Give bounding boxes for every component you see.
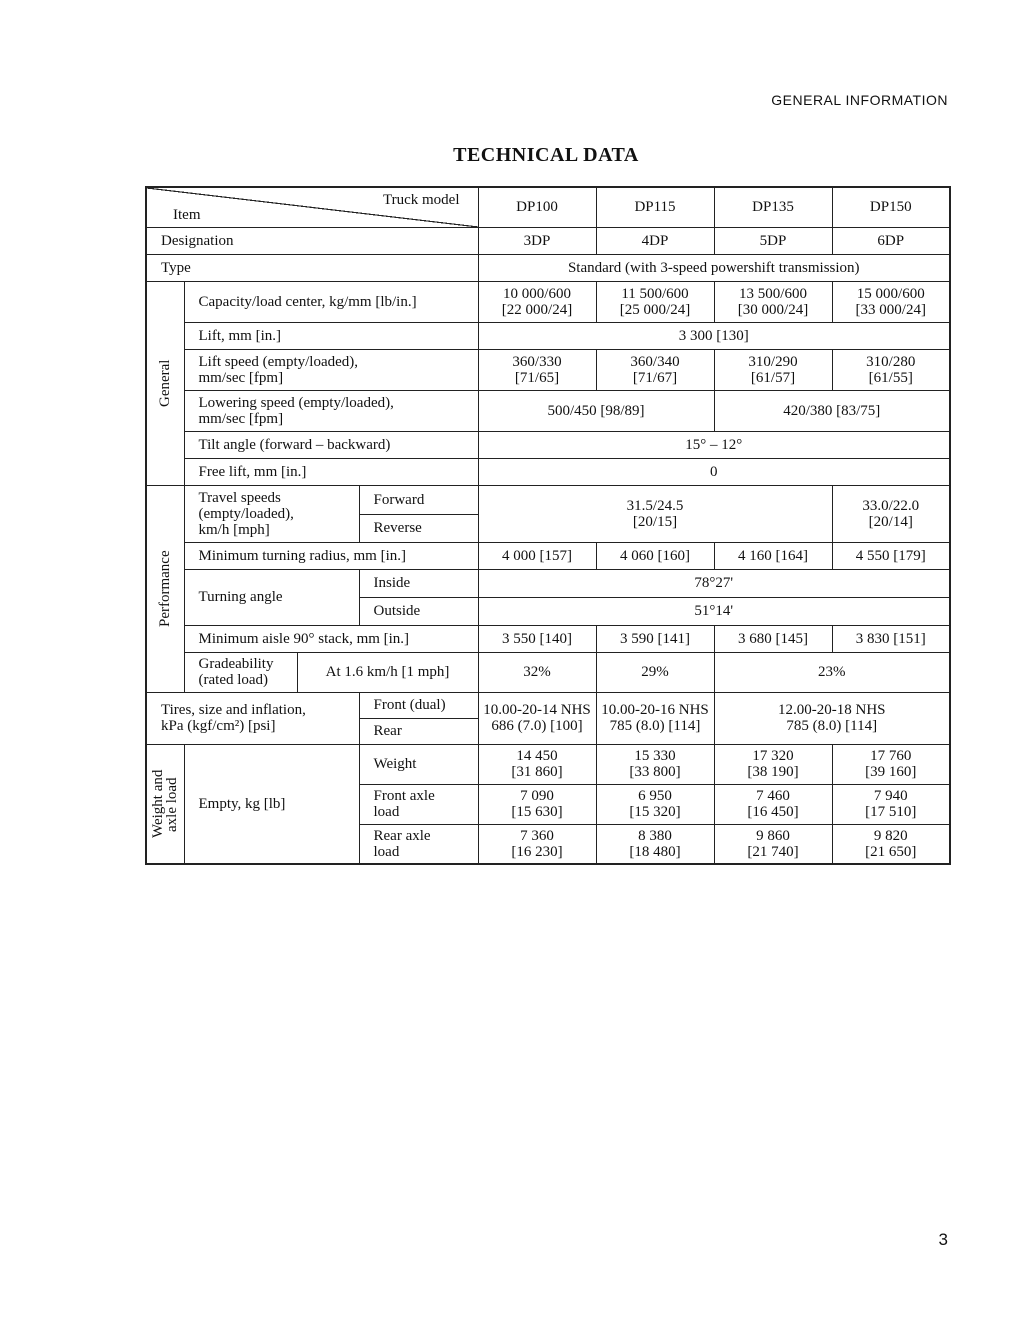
travel-speeds-label: Travel speeds (empty/loaded), km/h [mph] xyxy=(184,485,359,542)
aisle-value: 3 550 [140] xyxy=(478,625,596,652)
gradeability-condition: At 1.6 km/h [1 mph] xyxy=(297,652,478,692)
rear-axle-value: 9 820 [21 650] xyxy=(832,824,950,864)
aisle-value: 3 830 [151] xyxy=(832,625,950,652)
gradeability-value: 32% xyxy=(478,652,596,692)
turning-radius-value: 4 000 [157] xyxy=(478,542,596,569)
travel-speeds-value: 31.5/24.5 [20/15] xyxy=(478,485,832,542)
capacity-value: 11 500/600 [25 000/24] xyxy=(596,281,714,322)
lift-speed-value: 360/340 [71/67] xyxy=(596,349,714,390)
lowering-speed-value: 420/380 [83/75] xyxy=(714,390,950,431)
weight-label: Weight xyxy=(359,744,478,784)
model-dp100: DP100 xyxy=(478,187,596,227)
turning-radius-row xyxy=(146,542,950,569)
type-row xyxy=(146,254,950,281)
weight-value: 14 450 [31 860] xyxy=(478,744,596,784)
weight-group-label: Weight and axle load xyxy=(146,744,184,864)
rear-label: Rear xyxy=(359,718,478,744)
model-dp115: DP115 xyxy=(596,187,714,227)
front-axle-value: 6 950 [15 320] xyxy=(596,784,714,824)
empty-weight-label: Empty, kg [lb] xyxy=(184,744,359,864)
lift-speed-value: 310/290 [61/57] xyxy=(714,349,832,390)
type-value: Standard (with 3-speed powershift transmission) xyxy=(478,254,950,281)
turning-radius-label: Minimum turning radius, mm [in.] xyxy=(184,542,478,569)
rear-axle-value: 9 860 [21 740] xyxy=(714,824,832,864)
model-dp150: DP150 xyxy=(832,187,950,227)
rear-axle-value: 8 380 [18 480] xyxy=(596,824,714,864)
tires-label: Tires, size and inflation, kPa (kgf/cm²) [psi] xyxy=(146,692,359,744)
designation-value: 4DP xyxy=(596,227,714,254)
performance-group-label: Performance xyxy=(146,485,184,692)
front-axle-value: 7 940 [17 510] xyxy=(832,784,950,824)
front-axle-value: 7 460 [16 450] xyxy=(714,784,832,824)
forward-label: Forward xyxy=(359,485,478,514)
tilt-angle-label: Tilt angle (forward – backward) xyxy=(184,431,478,458)
turning-angle-label: Turning angle xyxy=(184,569,359,625)
aisle-value: 3 590 [141] xyxy=(596,625,714,652)
page-title: TECHNICAL DATA xyxy=(453,144,639,166)
rear-axle-label: Rear axle load xyxy=(359,824,478,864)
gradeability-value: 29% xyxy=(596,652,714,692)
lift-label: Lift, mm [in.] xyxy=(184,322,478,349)
lift-speed-row xyxy=(146,349,950,390)
lowering-speed-value: 500/450 [98/89] xyxy=(478,390,714,431)
weight-row xyxy=(146,744,950,784)
tire-value: 12.00-20-18 NHS 785 (8.0) [114] xyxy=(714,692,950,744)
front-axle-value: 7 090 [15 630] xyxy=(478,784,596,824)
technical-data-table xyxy=(145,186,951,865)
capacity-label: Capacity/load center, kg/mm [lb/in.] xyxy=(184,281,478,322)
rear-axle-value: 7 360 [16 230] xyxy=(478,824,596,864)
gradeability-label: Gradeability (rated load) xyxy=(184,652,297,692)
capacity-value: 13 500/600 [30 000/24] xyxy=(714,281,832,322)
front-dual-label: Front (dual) xyxy=(359,692,478,718)
turning-radius-value: 4 160 [164] xyxy=(714,542,832,569)
outside-label: Outside xyxy=(359,597,478,625)
lift-speed-value: 310/280 [61/55] xyxy=(832,349,950,390)
tilt-angle-value: 15° – 12° xyxy=(478,431,950,458)
inside-value: 78°27' xyxy=(478,569,950,597)
free-lift-value: 0 xyxy=(478,458,950,485)
travel-forward-row xyxy=(146,485,950,514)
lift-value: 3 300 [130] xyxy=(478,322,950,349)
gradeability-row xyxy=(146,652,950,692)
reverse-label: Reverse xyxy=(359,514,478,542)
general-group-label: General xyxy=(146,281,184,485)
tire-value: 10.00-20-14 NHS 686 (7.0) [100] xyxy=(478,692,596,744)
item-label: Item xyxy=(173,206,201,223)
truck-model-label: Truck model xyxy=(382,192,460,208)
outside-value: 51°14' xyxy=(478,597,950,625)
weight-value: 15 330 [33 800] xyxy=(596,744,714,784)
capacity-row xyxy=(146,281,950,322)
page-number: 3 xyxy=(938,1230,948,1249)
tire-value: 10.00-20-16 NHS 785 (8.0) [114] xyxy=(596,692,714,744)
weight-value: 17 320 [38 190] xyxy=(714,744,832,784)
section-header: GENERAL INFORMATION xyxy=(771,92,948,108)
lift-row xyxy=(146,322,950,349)
capacity-value: 10 000/600 [22 000/24] xyxy=(478,281,596,322)
model-dp135: DP135 xyxy=(714,187,832,227)
designation-value: 3DP xyxy=(478,227,596,254)
tilt-angle-row xyxy=(146,431,950,458)
aisle-row xyxy=(146,625,950,652)
designation-label: Designation xyxy=(146,227,478,254)
travel-speeds-value: 33.0/22.0 [20/14] xyxy=(832,485,950,542)
lift-speed-value: 360/330 [71/65] xyxy=(478,349,596,390)
weight-value: 17 760 [39 160] xyxy=(832,744,950,784)
designation-value: 5DP xyxy=(714,227,832,254)
free-lift-row xyxy=(146,458,950,485)
tires-front-row xyxy=(146,692,950,718)
capacity-value: 15 000/600 [33 000/24] xyxy=(832,281,950,322)
designation-value: 6DP xyxy=(832,227,950,254)
aisle-label: Minimum aisle 90° stack, mm [in.] xyxy=(184,625,478,652)
inside-label: Inside xyxy=(359,569,478,597)
type-label: Type xyxy=(146,254,478,281)
header-row xyxy=(146,187,950,227)
lowering-speed-row xyxy=(146,390,950,431)
lift-speed-label: Lift speed (empty/loaded), mm/sec [fpm] xyxy=(184,349,478,390)
aisle-value: 3 680 [145] xyxy=(714,625,832,652)
designation-row xyxy=(146,227,950,254)
turning-radius-value: 4 060 [160] xyxy=(596,542,714,569)
gradeability-value: 23% xyxy=(714,652,950,692)
free-lift-label: Free lift, mm [in.] xyxy=(184,458,478,485)
front-axle-label: Front axle load xyxy=(359,784,478,824)
lowering-speed-label: Lowering speed (empty/loaded), mm/sec [fpm] xyxy=(184,390,478,431)
turning-radius-value: 4 550 [179] xyxy=(832,542,950,569)
turning-inside-row xyxy=(146,569,950,597)
corner-cell xyxy=(146,187,478,227)
